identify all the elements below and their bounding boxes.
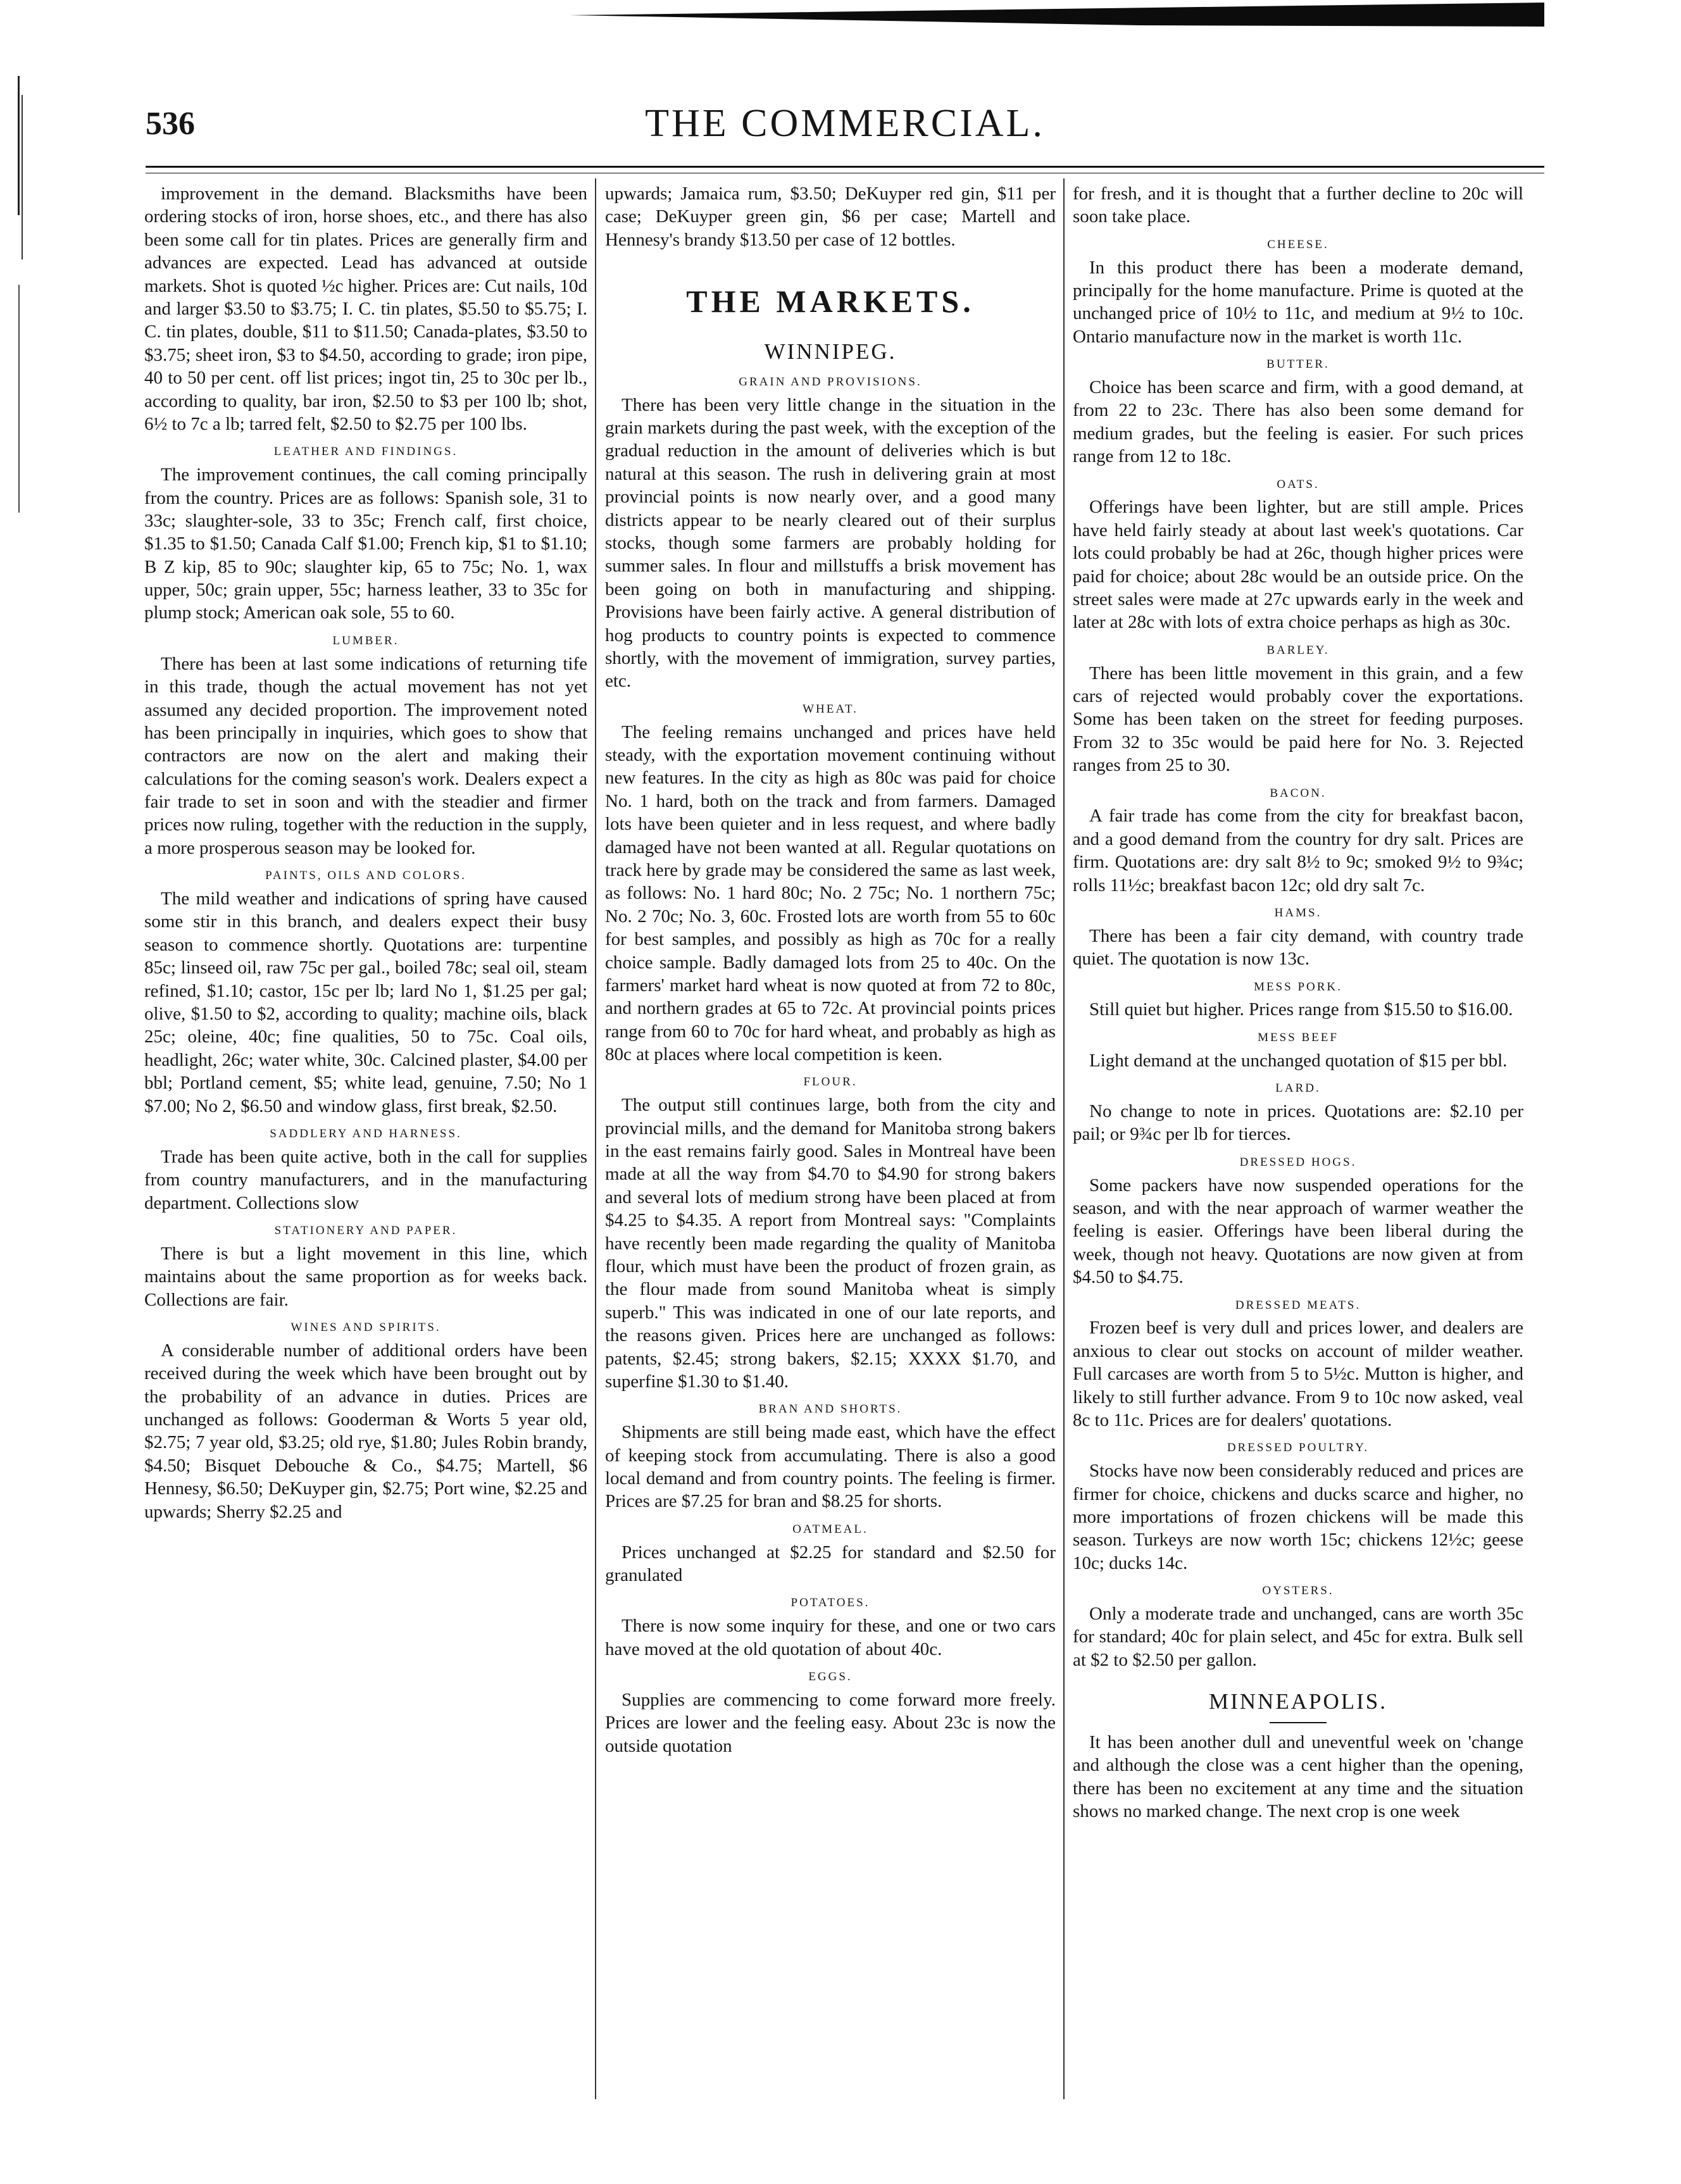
paragraph: There has been very little change in the situation in the grain markets during the past week, with the exception of the gradual reduction in the amount of deliveries which is but natural at this season. The rush in delivering grain at most provincial points is now nearly over, and a good many districts appear to be nearly cleared out of their surplus stocks, though some farmers are probably holding for summer sales. In flour and millstuffs a brisk movement has been going on both in manufacturing and shipping. Provisions have been fairly active. A general distribution of hog products to country points is expected to commence shortly, with the movement of immigration, survey parties, etc.: [605, 394, 1056, 692]
markets-heading: THE MARKETS.: [686, 284, 975, 320]
column-divider: [1063, 178, 1065, 2099]
section-heading: DRESSED HOGS.: [1239, 1155, 1357, 1169]
paragraph: Offerings have been lighter, but are still ample. Prices have held fairly steady at about last week's quotations. Car lots could probably be had at 26c, though higher prices were paid for choice; about 28c would be an outside price. On the street sales were made at 27c upwards early in the week and later at 28c with lots of extra choice perhaps as high as 30c.: [1073, 497, 1523, 633]
city-heading: WINNIPEG.: [764, 339, 897, 364]
paragraph: A fair trade has come from the city for breakfast bacon, and a good demand from the country for dry salt. Prices are firm. Quotations are: dry salt 8½ to 9c; smoked 9½ to 9¾c; rolls 11½c; breakfast bacon 12c; old dry salt 7c.: [1073, 806, 1523, 895]
section-heading: BUTTER.: [1266, 358, 1330, 371]
paragraph: Light demand at the unchanged quotation of $15 per bbl.: [1089, 1050, 1508, 1071]
section-heading: OATMEAL.: [792, 1522, 868, 1536]
paragraph: The improvement continues, the call coming principally from the country. Prices are as follows: Spanish sole, 31 to 33c; slaughter-sole, 33 to 35c; French calf, first choice, $1.35 to $1.50; Canada Calf $1.00; French kip, $1 to $1.10; B Z kip, 85 to 90c; slaughter kip, 65 to 75c; No. 1, wax upper, 50c; grain upper, 55c; harness leather, 33 to 35c for plump stock; American oak sole, 55 to 60.: [144, 465, 587, 623]
paragraph: There is but a light movement in this line, which maintains about the same proportion as for weeks back. Collections are fair.: [144, 1243, 587, 1310]
section-heading: MESS BEEF: [1258, 1030, 1339, 1044]
continued-paragraph: for fresh, and it is thought that a further decline to 20c will soon take place.: [1073, 184, 1523, 227]
paragraph: The mild weather and indications of spring have caused some stir in this branch, and dealers expect their busy season to commence shortly. Quotations are: turpentine 85c; linseed oil, raw 75c per gal., boiled 78c; seal oil, steam refined, $1.10; castor, 15c per lb; lard No 1, $1.25 per gal; olive, $1.50 to $2, according to quality; machine oils, black 25c; oleine, 40c; fine qualities, 50 to 75c. Coal oils, headlight, 26c; water white, 30c. Calcined plaster, $4.00 per bbl; Portland cement, $5; white lead, genuine, 7.50; No 1 $7.00; No 2, $6.50 and window glass, first break, $2.50.: [144, 889, 587, 1116]
paragraph: In this product there has been a moderate demand, principally for the home manufacture. Prime is quoted at the unchanged price of 10½ to 11c, and medium at 9½ to 10c. Ontario manufacture now in the market is worth 11c.: [1073, 257, 1523, 347]
section-heading: SADDLERY AND HARNESS.: [270, 1126, 462, 1140]
header-rule: [146, 166, 1544, 173]
paragraph: Choice has been scarce and firm, with a good demand, at from 22 to 23c. There has also been some demand for medium grades, but the feeling is easier. For such prices range from 12 to 18c.: [1073, 377, 1523, 467]
city-heading: MINNEAPOLIS.: [1209, 1689, 1387, 1714]
section-heading: HAMS.: [1274, 906, 1322, 920]
section-heading: DRESSED POULTRY.: [1227, 1441, 1370, 1455]
journal-title: THE COMMERCIAL.: [645, 102, 1045, 145]
page-number: 536: [146, 106, 195, 142]
section-heading: EGGS.: [808, 1670, 853, 1684]
continued-paragraph: upwards; Jamaica rum, $3.50; DeKuyper red gin, $11 per case; DeKuyper green gin, $6 per case; Martell and Hennesy's brandy $13.50 per case of 12 bottles.: [605, 184, 1056, 250]
paragraph: Stocks have now been considerably reduced and prices are firmer for choice, chickens and ducks scarce and higher, no more importations of frozen chickens will be made this season. Turkeys are now worth 15c; chickens 12½c; geese 10c; ducks 14c.: [1073, 1461, 1523, 1573]
section-heading: OYSTERS.: [1262, 1584, 1334, 1598]
section-heading: FLOUR.: [803, 1075, 858, 1089]
section-heading: BACON.: [1270, 786, 1327, 800]
short-rule: [1270, 1722, 1327, 1723]
section-heading: CHEESE.: [1267, 237, 1329, 251]
section-heading: LEATHER AND FINDINGS.: [273, 445, 458, 459]
paragraph: Some packers have now suspended operations for the season, and with the near approach of warmer weather the feeling is easier. Offerings have been liberal during the week, though not heavy. Quotations are now given at from $4.50 to $4.75.: [1073, 1175, 1523, 1288]
column-3: [1073, 182, 1523, 2094]
paragraph: The feeling remains unchanged and prices have held steady, with the exportation movement continuing without new features. In the city as high as 80c was paid for choice No. 1 hard, both on the track and from farmers. Damaged lots have been quieter and in less request, and where badly damaged have not been wanted at all. Regular quotations on track here by grade may be considered the same as last week, as follows: No. 1 hard 80c; No. 2 75c; No. 1 northern 75c; No. 2 70c; No. 3, 60c. Frosted lots are worth from 55 to 60c for best samples, and possibly as high as 70c for a really choice sample. Badly damaged lots from 25 to 40c. On the farmers' market hard wheat is now quoted at from 72 to 80c, and northern grades at 65 to 72c. At provincial points prices range from 60 to 70c for hard wheat, and probably as high as 80c at places where local competition is keen.: [605, 721, 1056, 1065]
paragraph: There has been little movement in this grain, and a few cars of rejected would probably cover the exportations. Some has been taken on the street for feeding purposes. From 32 to 35c would be paid here for No. 3. Rejected ranges from 25 to 30.: [1073, 663, 1523, 776]
section-heading: BRAN AND SHORTS.: [758, 1402, 903, 1416]
section-heading: PAINTS, OILS AND COLORS.: [265, 869, 466, 883]
top-border-stroke: [570, 3, 1544, 27]
paragraph: Trade has been quite active, both in the call for supplies from country manufacturers, and in the manufacturing department. Collections slow: [144, 1146, 587, 1213]
section-heading: POTATOES.: [791, 1596, 870, 1610]
section-heading: WHEAT.: [803, 702, 858, 716]
paragraph: Still quiet but higher. Prices range from $15.50 to $16.00.: [1089, 999, 1513, 1020]
section-heading: OATS.: [1277, 477, 1320, 491]
section-heading: MESS PORK.: [1254, 980, 1342, 994]
paragraph: Only a moderate trade and unchanged, cans are worth 35c for standard; 40c for plain select, and 45c for extra. Bulk sell at $2 to $2.50 per gallon.: [1073, 1603, 1523, 1670]
page-header: [146, 101, 1544, 165]
paragraph: Shipments are still being made east, which have the effect of keeping stock from accumulating. There is also a good local demand and from country points. The feeling is firmer. Prices are $7.25 for bran and $8.25 for shorts.: [605, 1422, 1056, 1512]
section-heading: LARD.: [1275, 1082, 1321, 1095]
column-1: [144, 182, 587, 2094]
column-divider: [595, 178, 596, 2099]
left-margin-marks: [15, 76, 28, 519]
paragraph: The output still continues large, both from the city and provincial mills, and the demand for Manitoba strong bakers in the east remains fairly good. Sales in Montreal have been made at all the way from $4.70 to $4.90 for strong bakers and several lots of medium strong have been placed at from $4.25 to $4.35. A report from Montreal says: "Complaints have recently been made regarding the quality of Manitoba flour, which must have been the product of frozen grain, as the flour made from sound Manitoba wheat is simply superb." This was indicated in one of our late reports, and the reasons given. Prices here are unchanged as follows: patents, $2.45; strong bakers, $2.15; XXXX $1.70, and superfine $1.30 to $1.40.: [605, 1095, 1056, 1392]
section-heading: STATIONERY AND PAPER.: [274, 1224, 458, 1237]
section-heading: GRAIN AND PROVISIONS.: [739, 375, 922, 389]
paragraph: There is now some inquiry for these, and one or two cars have moved at the old quotation of about 40c.: [605, 1616, 1056, 1659]
paragraph: Frozen beef is very dull and prices lower, and dealers are anxious to clear out stocks on account of milder weather. Full carcases are worth from 5 to 5½c. Mutton is higher, and likely to still further advance. From 9 to 10c now asked, veal 8c to 11c. Prices are for dealers' quotations.: [1073, 1318, 1523, 1430]
column-2: [605, 182, 1056, 2094]
paragraph: A considerable number of additional orders have been received during the week which have been brought out by the probability of an advance in duties. Prices are unchanged as follows: Gooderman & Worts 5 year old, $2.75; 7 year old, $3.25; old rye, $1.80; Jules Robin brandy, $4.50; Bisquet Debouche & Co., $4.75; Martell, $6 Hennesy, $6.50; DeKuyper gin, $2.75; Port wine, $2.25 and upwards; Sherry $2.25 and: [144, 1340, 587, 1522]
section-heading: LUMBER.: [332, 633, 399, 647]
paragraph: There has been a fair city demand, with country trade quiet. The quotation is now 13c.: [1073, 925, 1523, 970]
section-heading: DRESSED MEATS.: [1235, 1298, 1361, 1312]
paragraph: There has been at last some indications of returning tife in this trade, though the actual movement has not yet assumed any decided proportion. The improvement noted has been principally in inquiries, which goes to show that contractors are now on the alert and making their calculations for the coming season's work. Dealers expect a fair trade to set in soon and with the steadier and firmer prices now ruling, together with the reduction in the supply, a more prosperous season may be looked for.: [144, 653, 587, 858]
paragraph: Prices unchanged at $2.25 for standard and $2.50 for granulated: [605, 1542, 1056, 1586]
paragraph: improvement in the demand. Blacksmiths have been ordering stocks of iron, horse shoes, etc., and there has also been some call for tin plates. Prices are generally firm and advances are expected. Lead has advanced at outside markets. Shot is quoted ½c higher. Prices are: Cut nails, 10d and larger $3.50 to $3.75; I. C. tin plates, $5.50 to $5.75; I. C. tin plates, double, $11 to $11.50; Canada-plates, $3.50 to $3.75; sheet iron, $3 to $4.50, according to grade; iron pipe, 40 to 50 per cent. off list prices; ingot tin, 25 to 30c per lb., according to quality, bar iron, $2.50 to $3 per 100 lb; shot, 6½ to 7c a lb; tarred felt, $2.50 to $2.75 per 100 lbs.: [144, 184, 587, 434]
section-heading: WINES AND SPIRITS.: [291, 1321, 441, 1335]
paragraph: No change to note in prices. Quotations are: $2.10 per pail; or 9¾c per lb for tierces.: [1073, 1101, 1523, 1145]
paragraph: Supplies are commencing to come forward more freely. Prices are lower and the feeling easy. About 23c is now the outside quotation: [605, 1689, 1056, 1756]
paragraph: It has been another dull and uneventful week on 'change and although the close was a cent higher than the opening, there has been no excitement at any time and the situation shows no marked change. The next crop is one week: [1073, 1732, 1523, 1822]
section-heading: BARLEY.: [1266, 643, 1330, 657]
